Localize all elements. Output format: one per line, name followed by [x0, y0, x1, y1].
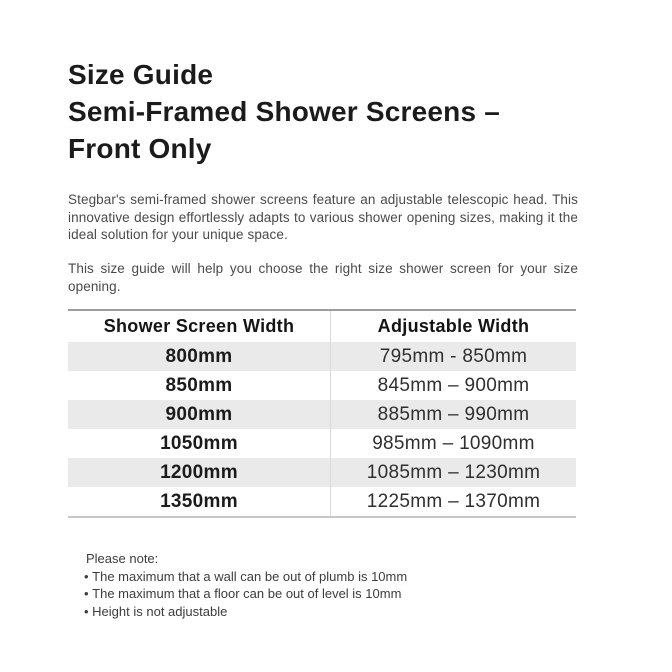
intro-paragraph: Stegbar's semi-framed shower screens feature an adjustable telescopic head. This innovative design effortlessly adapts to various shower opening sizes, making it the ideal solution for your unique space.: [68, 192, 578, 243]
adjustable-width-cell: 1225mm – 1370mm: [366, 490, 541, 512]
screen-width-cell: 1050mm: [68, 429, 331, 458]
note-item-level: • The maximum that a floor can be out of level is 10mm: [84, 585, 407, 603]
header-row: [68, 310, 576, 342]
table-row: [68, 429, 576, 458]
adjustable-width-cell: 845mm – 900mm: [377, 374, 530, 396]
size-table-header: [68, 310, 576, 342]
table-row: [68, 458, 576, 487]
adjustable-width-cell: 795mm - 850mm: [379, 345, 528, 367]
size-table: [68, 309, 576, 518]
adjustable-width-cell: 1085mm – 1230mm: [366, 461, 541, 483]
notes-heading: Please note:: [86, 551, 159, 566]
page-title-line-1: Size Guide: [68, 59, 214, 90]
note-item-plumb: • The maximum that a wall can be out of plumb is 10mm: [84, 568, 407, 586]
table-row: [68, 371, 576, 400]
guide-paragraph: This size guide will help you choose the right size shower screen for your size opening.: [68, 261, 578, 294]
col-header-screen-width: Shower Screen Width: [68, 310, 331, 342]
adjustable-width-cell: 985mm – 1090mm: [372, 432, 535, 454]
screen-width-cell: 900mm: [68, 400, 331, 429]
size-table-body: [68, 342, 576, 517]
screen-width-cell: 800mm: [68, 342, 331, 371]
table-row: [68, 487, 576, 517]
screen-width-cell: 1350mm: [68, 487, 331, 517]
col-header-adjustable-width: Adjustable Width: [331, 310, 577, 342]
page-title-line-3: Front Only: [68, 133, 212, 164]
notes-list: [84, 568, 407, 621]
table-row: [68, 342, 576, 371]
note-item-height: • Height is not adjustable: [84, 603, 407, 621]
adjustable-width-cell: 885mm – 990mm: [377, 403, 530, 425]
notes-section: [84, 550, 407, 620]
screen-width-cell: 1200mm: [68, 458, 331, 487]
page-title-line-2: Semi-Framed Shower Screens –: [68, 96, 500, 127]
table-row: [68, 400, 576, 429]
screen-width-cell: 850mm: [68, 371, 331, 400]
page-title: [68, 56, 500, 167]
